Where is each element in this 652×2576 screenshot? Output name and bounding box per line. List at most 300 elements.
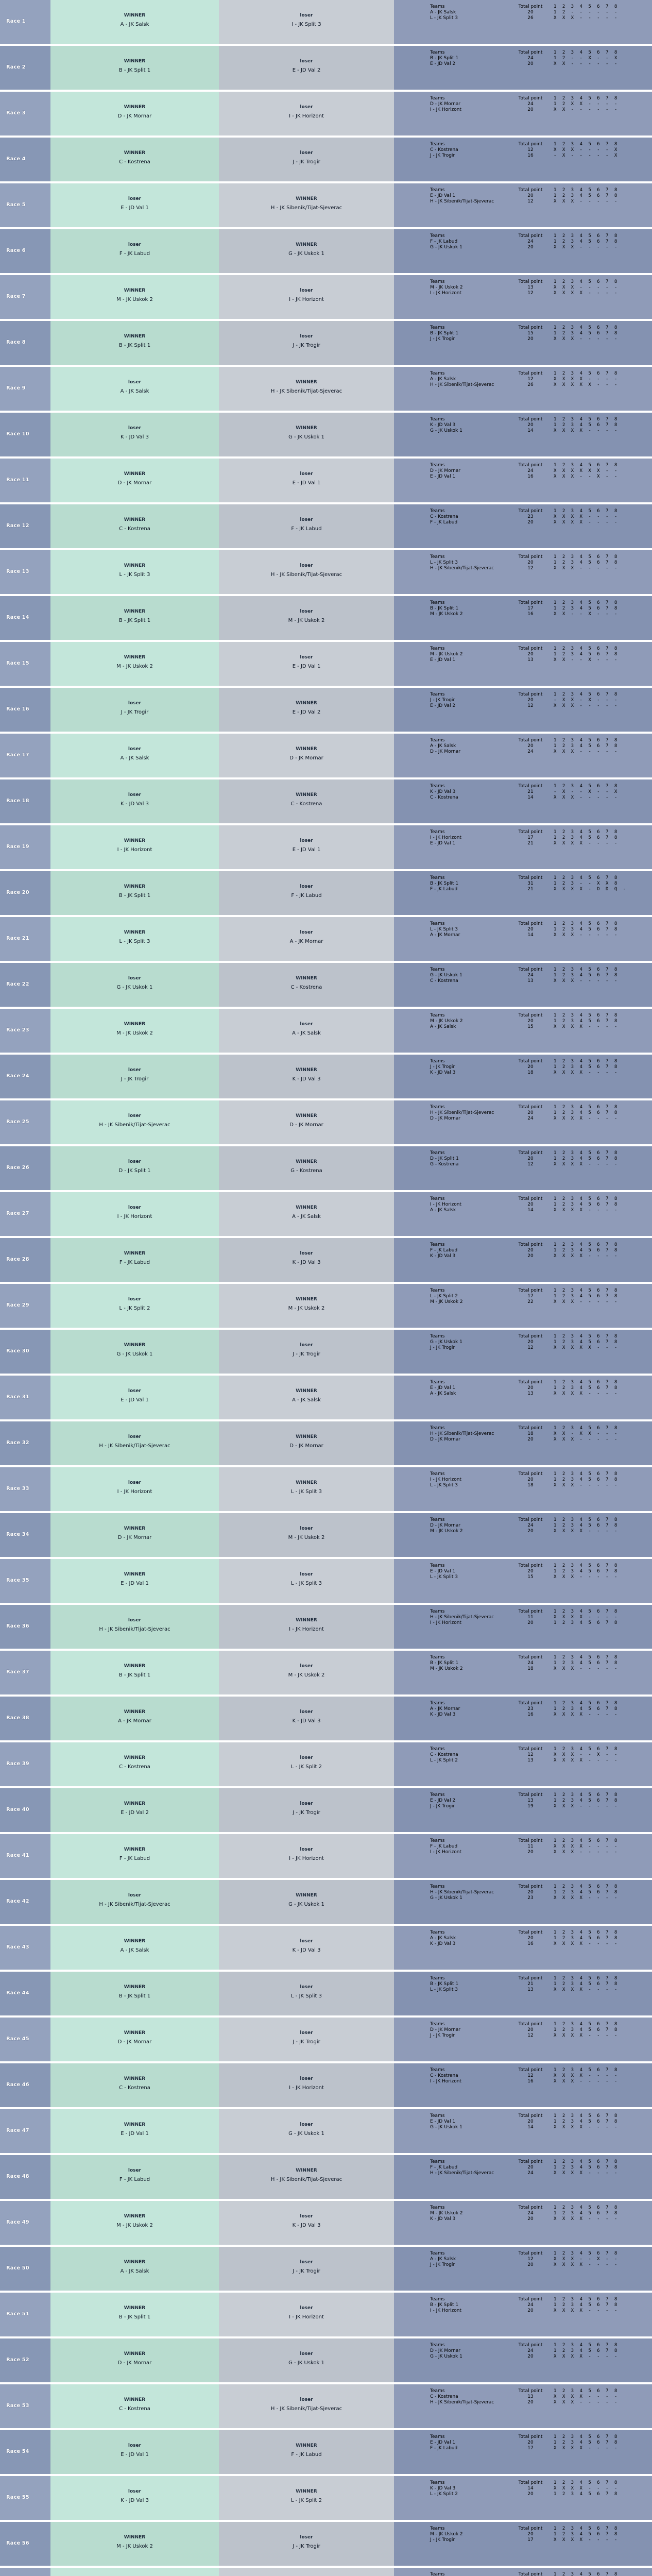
- right-team-block: [219, 1526, 394, 1541]
- result-marks-1: X X - X X - - -: [554, 1431, 619, 1436]
- result-points-2: 12: [527, 291, 534, 296]
- race-row: [0, 1192, 652, 1237]
- race-label-cell: [0, 2063, 50, 2107]
- total-header: Total point: [518, 1701, 543, 1706]
- result-points-1: 31: [527, 881, 534, 886]
- result-team-2: H - JK Sibenik/Tijat-Sjeverac: [430, 2400, 494, 2405]
- left-role-label: WINNER: [124, 1847, 146, 1852]
- left-team-block: [50, 425, 219, 440]
- right-team-cell: [219, 0, 394, 44]
- right-role-label: WINNER: [296, 2489, 317, 2494]
- result-line: [430, 1477, 646, 1483]
- left-team-cell: [50, 1834, 219, 1878]
- result-line: [430, 652, 646, 657]
- left-role-label: loser: [128, 1893, 142, 1898]
- teams-header: Teams: [430, 1792, 445, 1798]
- right-role-label: loser: [300, 105, 313, 110]
- race-row: [0, 917, 652, 962]
- right-role-label: loser: [300, 1343, 313, 1348]
- laps-header: 1 2 3 4 5 6 7 8: [554, 4, 619, 9]
- right-team-cell: [219, 275, 394, 319]
- left-team-name: F - JK Labud: [119, 1260, 150, 1265]
- race-label: Race 10: [6, 431, 29, 437]
- result-line: [430, 520, 646, 526]
- result-points-2: 26: [527, 15, 534, 21]
- race-label: Race 25: [6, 1119, 29, 1125]
- left-role-label: loser: [128, 1205, 142, 1210]
- laps-header: 1 2 3 4 5 6 7 8: [554, 1105, 619, 1110]
- left-team-name: A - JK Salsk: [120, 1947, 149, 1953]
- left-role-label: WINNER: [124, 105, 146, 110]
- laps-header: 1 2 3 4 5 6 7 8: [554, 1334, 619, 1339]
- result-points-1: 20: [527, 2532, 534, 2537]
- teams-header: Teams: [430, 646, 445, 651]
- left-team-cell: [50, 2568, 219, 2576]
- result-marks-1: 1 2 3 4 5 6 7 8: [554, 1019, 619, 1024]
- race-row: [0, 2201, 652, 2246]
- right-team-cell: [219, 963, 394, 1007]
- result-line: [430, 2446, 646, 2451]
- left-team-block: [50, 2030, 219, 2045]
- total-header: Total point: [518, 1976, 543, 1981]
- results-cell: [394, 779, 652, 823]
- total-header: Total point: [518, 1196, 543, 1201]
- race-label-cell: [0, 2384, 50, 2428]
- right-team-name: D - JK Mornar: [289, 1122, 323, 1128]
- race-label-cell: [0, 1926, 50, 1970]
- race-label-cell: [0, 688, 50, 732]
- result-points-2: 20: [527, 1253, 534, 1259]
- result-points-1: 11: [527, 1615, 534, 1620]
- result-team-1: M - JK Uskok 2: [430, 2532, 463, 2537]
- laps-header: 1 2 3 4 5 6 7 8: [554, 1288, 619, 1293]
- result-points-1: 24: [527, 468, 534, 473]
- result-team-1: D - JK Mornar: [430, 468, 461, 473]
- race-label-cell: [0, 1146, 50, 1190]
- left-team-cell: [50, 459, 219, 502]
- result-line: [430, 2216, 646, 2222]
- result-points-2: 16: [527, 612, 534, 617]
- result-marks-2: X X X X - - - -: [554, 2216, 619, 2222]
- results-header: [430, 829, 646, 835]
- result-line: [430, 336, 646, 342]
- right-role-label: loser: [300, 1022, 313, 1027]
- left-team-cell: [50, 1513, 219, 1557]
- right-team-name: J - JK Trogir: [293, 343, 320, 348]
- result-marks-2: X X X X - - - -: [554, 291, 619, 296]
- result-team-2: J - JK Trogir: [430, 2537, 455, 2543]
- result-team-2: I - JK Horizont: [430, 107, 461, 112]
- left-role-label: WINNER: [124, 1343, 146, 1348]
- result-team-1: M - JK Uskok 2: [430, 1019, 463, 1024]
- race-label: Race 7: [6, 294, 26, 299]
- result-line: [430, 835, 646, 841]
- left-team-cell: [50, 1467, 219, 1511]
- left-team-name: M - JK Uskok 2: [116, 1030, 153, 1036]
- result-team-2: L - JK Split 3: [430, 1574, 458, 1580]
- results-cell: [394, 1009, 652, 1053]
- left-team-block: [50, 1938, 219, 1954]
- teams-header: Teams: [430, 1288, 445, 1293]
- race-row: [0, 138, 652, 182]
- right-team-cell: [219, 2109, 394, 2153]
- left-team-name: B - JK Split 1: [118, 67, 151, 73]
- result-team-2: G - JK Uskok 1: [430, 245, 462, 250]
- laps-header: 1 2 3 4 5 6 7 8: [554, 646, 619, 651]
- results-table: [430, 1701, 646, 1718]
- laps-header: 1 2 3 4 5 6 7 8: [554, 188, 619, 193]
- right-team-name: A - JK Salsk: [292, 1214, 321, 1219]
- left-team-cell: [50, 2201, 219, 2245]
- race-label-cell: [0, 138, 50, 181]
- left-team-name: E - JD Val 1: [121, 2452, 149, 2458]
- left-team-name: B - JK Split 1: [118, 343, 151, 348]
- result-team-1: C - Kostrena: [430, 2073, 458, 2078]
- result-team-2: H - JK Sibenik/Tijat-Sjeverac: [430, 2171, 494, 2176]
- left-team-block: [50, 12, 219, 28]
- result-line: [430, 1202, 646, 1208]
- left-team-cell: [50, 1788, 219, 1832]
- result-marks-1: X X X X - - - -: [554, 377, 619, 382]
- left-team-name: M - JK Uskok 2: [116, 297, 153, 302]
- left-team-name: E - JD Val 1: [121, 1397, 149, 1403]
- result-line: [430, 15, 646, 21]
- teams-header: Teams: [430, 1242, 445, 1247]
- left-team-block: [50, 1434, 219, 1449]
- teams-header: Teams: [430, 2388, 445, 2394]
- results-header: [430, 325, 646, 331]
- right-role-label: loser: [300, 334, 313, 339]
- left-team-cell: [50, 229, 219, 273]
- results-table: [430, 1150, 646, 1167]
- left-role-label: loser: [128, 1388, 142, 1394]
- result-team-2: F - JK Labud: [430, 520, 458, 525]
- result-line: [430, 474, 646, 480]
- teams-header: Teams: [430, 463, 445, 468]
- right-role-label: WINNER: [296, 2443, 317, 2448]
- total-header: Total point: [518, 646, 543, 651]
- result-line: [430, 1752, 646, 1758]
- result-marks-2: X X X - - - - -: [554, 1804, 619, 1809]
- results-header: [430, 233, 646, 239]
- right-role-label: loser: [300, 838, 313, 843]
- race-row: [0, 1513, 652, 1558]
- left-role-label: loser: [128, 1067, 142, 1073]
- right-team-cell: [219, 1834, 394, 1878]
- right-team-name: L - JK Split 2: [291, 2498, 322, 2503]
- results-header: [430, 967, 646, 973]
- left-team-name: H - JK Sibenik/Tijat-Sjeverac: [99, 1902, 170, 1907]
- race-row: [0, 1697, 652, 1741]
- results-cell: [394, 550, 652, 594]
- right-role-label: loser: [300, 288, 313, 293]
- result-marks-2: 1 2 3 4 5 6 7 8: [554, 1620, 619, 1625]
- results-header: [430, 1059, 646, 1064]
- results-table: [430, 1242, 646, 1259]
- left-team-block: [50, 563, 219, 578]
- total-header: Total point: [518, 1105, 543, 1110]
- result-line: [430, 285, 646, 291]
- results-cell: [394, 1926, 652, 1970]
- right-team-name: L - JK Split 3: [291, 1581, 322, 1586]
- right-team-block: [219, 1938, 394, 1954]
- result-marks-2: X X X X - D D Q -: [554, 887, 628, 892]
- result-points-2: 20: [527, 2262, 534, 2267]
- results-header: [430, 417, 646, 422]
- total-header: Total point: [518, 4, 543, 9]
- left-role-label: WINNER: [124, 2397, 146, 2402]
- race-label: Race 12: [6, 523, 29, 529]
- right-team-name: F - JK Labud: [291, 526, 322, 532]
- right-team-block: [219, 1434, 394, 1449]
- result-marks-2: X X - - - - - -: [554, 107, 619, 112]
- result-marks-1: 1 2 3 4 5 6 7 8: [554, 1798, 619, 1803]
- laps-header: 1 2 3 4 5 6 7 8: [554, 417, 619, 422]
- result-line: [430, 2354, 646, 2360]
- race-row: [0, 642, 652, 687]
- result-line: [430, 1391, 646, 1397]
- left-role-label: WINNER: [124, 13, 146, 18]
- teams-header: Teams: [430, 233, 445, 239]
- result-line: [430, 56, 646, 61]
- result-marks-1: 1 2 3 4 5 6 7 8: [554, 193, 619, 198]
- results-cell: [394, 46, 652, 90]
- left-team-cell: [50, 550, 219, 594]
- results-cell: [394, 2568, 652, 2576]
- left-team-cell: [50, 1972, 219, 2015]
- result-line: [430, 703, 646, 709]
- race-label: Race 32: [6, 1440, 29, 1446]
- right-team-block: [219, 2443, 394, 2458]
- right-team-block: [219, 1892, 394, 1908]
- result-team-1: L - JK Split 3: [430, 927, 458, 932]
- right-role-label: loser: [300, 59, 313, 64]
- left-role-label: loser: [128, 1297, 142, 1302]
- result-team-2: L - JK Split 3: [430, 15, 458, 21]
- race-label: Race 11: [6, 477, 29, 483]
- teams-header: Teams: [430, 921, 445, 926]
- right-role-label: loser: [300, 1709, 313, 1715]
- left-role-label: WINNER: [124, 1526, 146, 1531]
- left-team-cell: [50, 1100, 219, 1144]
- result-line: [430, 2079, 646, 2084]
- race-label-cell: [0, 963, 50, 1007]
- results-cell: [394, 2384, 652, 2428]
- race-row: [0, 2522, 652, 2567]
- results-table: [430, 692, 646, 709]
- result-points-1: 17: [527, 835, 534, 840]
- result-line: [430, 382, 646, 388]
- teams-header: Teams: [430, 1747, 445, 1752]
- left-team-cell: [50, 2293, 219, 2336]
- left-role-label: WINNER: [124, 838, 146, 843]
- result-line: [430, 1385, 646, 1391]
- result-line: [430, 1936, 646, 1941]
- right-team-name: E - JD Val 2: [292, 67, 321, 73]
- total-header: Total point: [518, 2480, 543, 2485]
- left-role-label: WINNER: [124, 2306, 146, 2311]
- right-role-label: WINNER: [296, 792, 317, 798]
- result-team-2: G - JK Uskok 1: [430, 2354, 462, 2359]
- teams-header: Teams: [430, 417, 445, 422]
- left-team-cell: [50, 917, 219, 961]
- result-team-2: A - JK Mornar: [430, 933, 460, 938]
- left-role-label: loser: [128, 701, 142, 706]
- result-marks-1: 1 2 3 4 5 6 7 8: [554, 1385, 619, 1391]
- result-marks-2: X X X - - - - -: [554, 795, 619, 800]
- results-table: [430, 325, 646, 342]
- result-line: [430, 1523, 646, 1529]
- left-role-label: loser: [128, 792, 142, 798]
- result-marks-2: X X X X - - - -: [554, 2125, 619, 2130]
- results-cell: [394, 1376, 652, 1419]
- result-line: [430, 1019, 646, 1024]
- result-line: [430, 789, 646, 795]
- race-label-cell: [0, 1376, 50, 1419]
- right-role-label: loser: [300, 1572, 313, 1577]
- result-points-2: 16: [527, 474, 534, 479]
- results-table: [430, 646, 646, 663]
- race-label-cell: [0, 734, 50, 777]
- right-role-label: WINNER: [296, 1618, 317, 1623]
- left-team-cell: [50, 1284, 219, 1328]
- result-line: [430, 612, 646, 617]
- right-role-label: WINNER: [296, 1434, 317, 1439]
- total-header: Total point: [518, 554, 543, 560]
- result-marks-1: 1 2 3 4 5 6 7 8: [554, 239, 619, 244]
- results-header: [430, 692, 646, 698]
- race-row: [0, 1559, 652, 1604]
- right-team-name: K - JD Val 3: [292, 2223, 321, 2228]
- teams-header: Teams: [430, 1059, 445, 1064]
- result-line: [430, 2257, 646, 2262]
- left-team-cell: [50, 2522, 219, 2566]
- teams-header: Teams: [430, 1655, 445, 1660]
- result-team-1: B - JK Split 1: [430, 331, 459, 336]
- teams-header: Teams: [430, 1563, 445, 1568]
- right-team-cell: [219, 734, 394, 777]
- right-team-name: G - JK Uskok 1: [288, 434, 324, 440]
- laps-header: 1 2 3 4 5 6 7 8: [554, 2251, 619, 2256]
- result-line: [430, 743, 646, 749]
- right-team-name: I - JK Horizont: [289, 297, 324, 302]
- laps-header: 1 2 3 4 5 6 7 8: [554, 1150, 619, 1156]
- left-role-label: WINNER: [124, 2535, 146, 2540]
- right-team-cell: [219, 1055, 394, 1098]
- left-team-cell: [50, 504, 219, 548]
- result-line: [430, 2492, 646, 2497]
- result-points-2: 16: [527, 2079, 534, 2084]
- result-points-2: 13: [527, 657, 534, 663]
- results-header: [430, 1563, 646, 1569]
- result-marks-1: 1 2 3 4 5 6 7 8: [554, 1523, 619, 1528]
- race-label-cell: [0, 367, 50, 411]
- result-line: [430, 698, 646, 703]
- left-team-cell: [50, 2384, 219, 2428]
- laps-header: 1 2 3 4 5 6 7 8: [554, 1838, 619, 1843]
- results-header: [430, 646, 646, 652]
- result-line: [430, 1574, 646, 1580]
- results-table: [430, 1563, 646, 1580]
- results-header: [430, 2343, 646, 2348]
- race-label-cell: [0, 1697, 50, 1740]
- right-team-cell: [219, 1421, 394, 1465]
- results-header: [430, 784, 646, 789]
- left-team-name: I - JK Horizont: [117, 1214, 152, 1219]
- results-header: [430, 2022, 646, 2027]
- result-points-1: 14: [527, 2486, 534, 2491]
- result-points-2: 13: [527, 978, 534, 984]
- result-team-1: C - Kostrena: [430, 514, 458, 519]
- result-marks-1: - X X - X - - -: [554, 698, 619, 703]
- teams-header: Teams: [430, 4, 445, 9]
- right-team-cell: [219, 1009, 394, 1053]
- teams-header: Teams: [430, 188, 445, 193]
- right-role-label: loser: [300, 609, 313, 614]
- result-marks-2: X X X - - - - -: [554, 336, 619, 342]
- result-marks-2: X X X X - - - -: [554, 520, 619, 525]
- right-role-label: WINNER: [296, 1205, 317, 1210]
- left-team-name: H - JK Sibenik/Tijat-Sjeverac: [99, 1443, 170, 1449]
- result-marks-2: X X X - - - - -: [554, 199, 619, 204]
- result-team-2: L - JK Split 3: [430, 1987, 458, 1992]
- result-marks-1: 1 2 3 4 5 6 7 8: [554, 1660, 619, 1666]
- right-team-cell: [219, 550, 394, 594]
- laps-header: 1 2 3 4 5 6 7 8: [554, 738, 619, 743]
- result-marks-2: 1 2 3 4 5 6 7 8: [554, 2492, 619, 2497]
- race-label-cell: [0, 92, 50, 135]
- race-label-cell: [0, 1651, 50, 1694]
- left-team-cell: [50, 963, 219, 1007]
- left-team-cell: [50, 1651, 219, 1694]
- teams-header: Teams: [430, 2343, 445, 2348]
- total-header: Total point: [518, 2388, 543, 2394]
- left-team-cell: [50, 2430, 219, 2474]
- right-team-name: I - JK Horizont: [289, 1626, 324, 1632]
- right-role-label: loser: [300, 2260, 313, 2265]
- race-label: Race 33: [6, 1486, 29, 1492]
- results-table: [430, 2205, 646, 2222]
- right-team-block: [219, 1342, 394, 1358]
- race-label: Race 14: [6, 615, 29, 620]
- results-header: [430, 1517, 646, 1523]
- result-marks-2: - X - - - - - X: [554, 153, 619, 158]
- left-team-name: A - JK Salsk: [120, 2268, 149, 2274]
- right-team-cell: [219, 779, 394, 823]
- teams-header: Teams: [430, 1196, 445, 1201]
- race-row: [0, 1834, 652, 1879]
- left-role-label: WINNER: [124, 563, 146, 568]
- right-team-cell: [219, 2155, 394, 2199]
- results-header: [430, 2251, 646, 2257]
- result-marks-1: 1 2 3 4 5 6 7 8: [554, 1156, 619, 1161]
- laps-header: 1 2 3 4 5 6 7 8: [554, 875, 619, 880]
- result-line: [430, 1941, 646, 1947]
- left-team-name: D - JK Mornar: [117, 2360, 152, 2366]
- teams-header: Teams: [430, 2572, 445, 2576]
- right-team-name: E - JD Val 1: [292, 847, 321, 853]
- result-line: [430, 1024, 646, 1030]
- result-line: [430, 1340, 646, 1345]
- right-team-cell: [219, 2201, 394, 2245]
- results-header: [430, 509, 646, 514]
- result-line: [430, 1981, 646, 1987]
- right-team-name: I - JK Horizont: [289, 113, 324, 119]
- left-role-label: loser: [128, 1618, 142, 1623]
- result-marks-2: X X X - - - - -: [554, 2079, 619, 2084]
- results-header: [430, 738, 646, 743]
- result-points-2: 20: [527, 245, 534, 250]
